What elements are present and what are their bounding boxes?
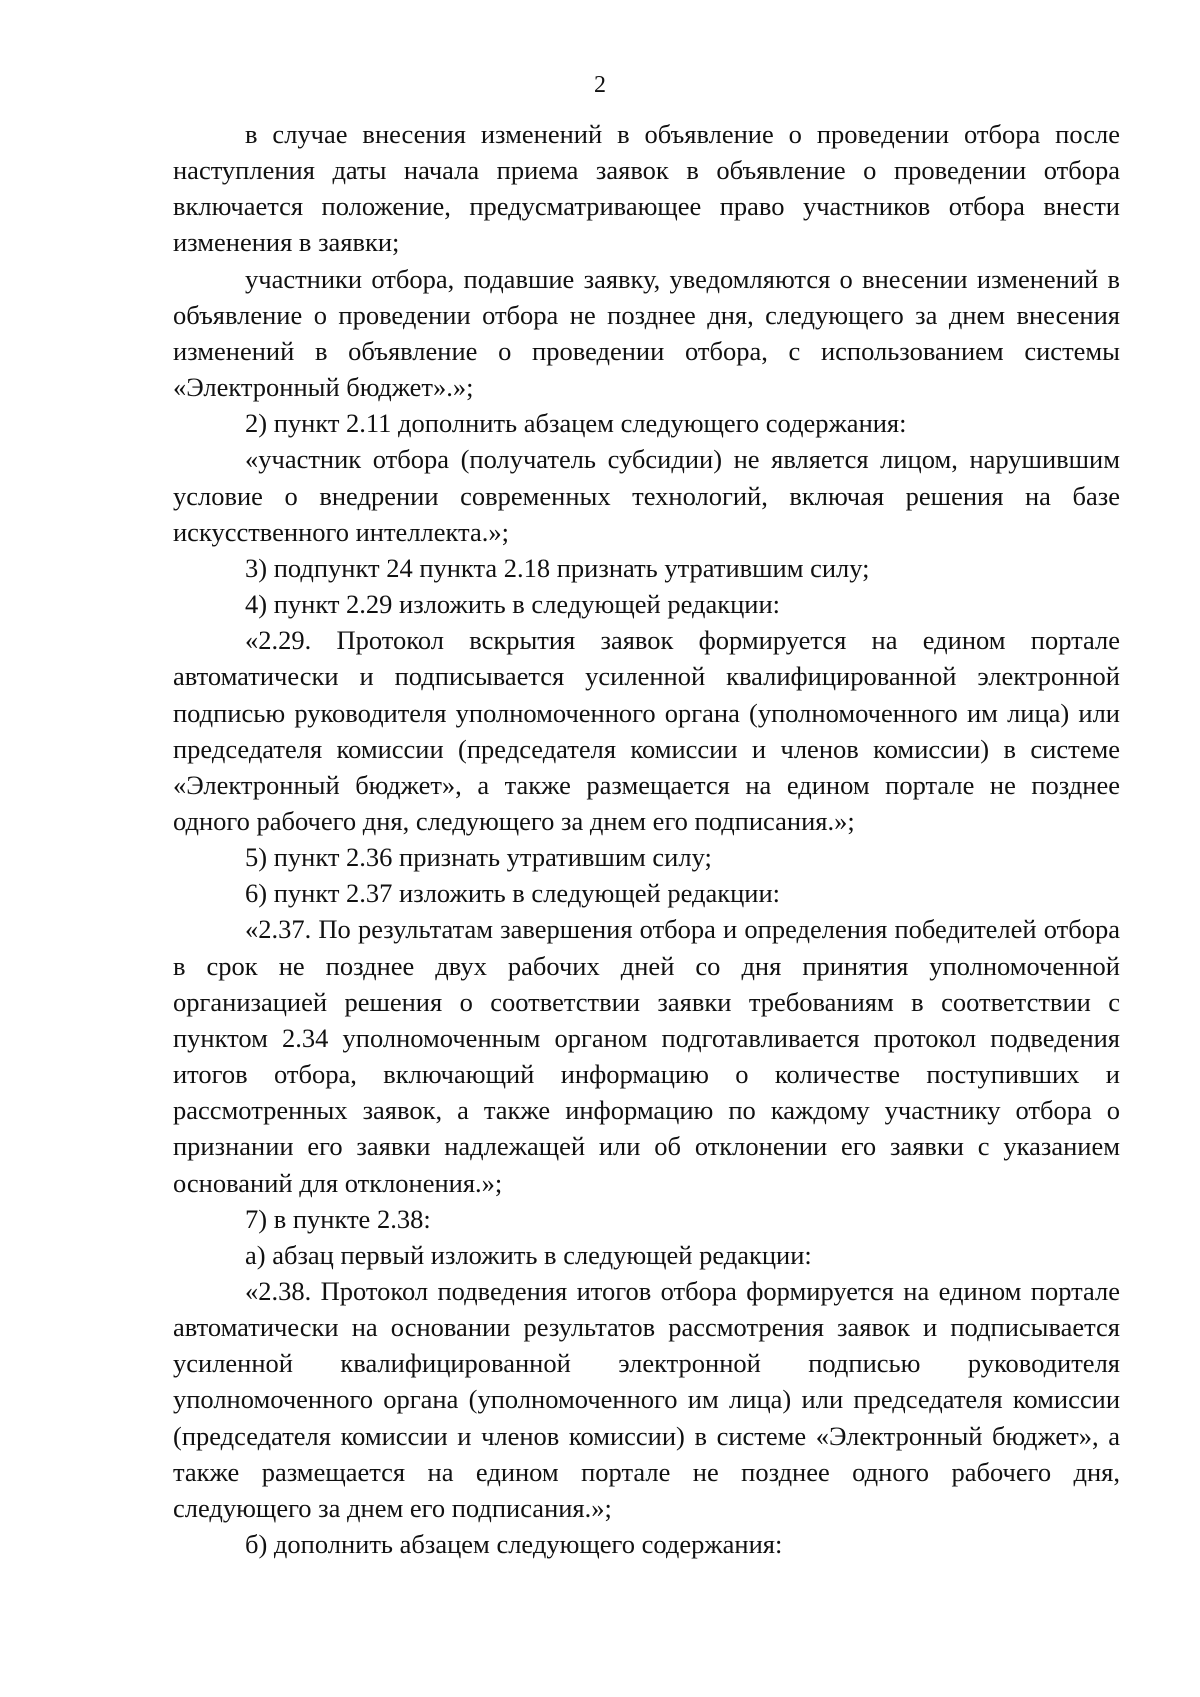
- paragraph: 5) пункт 2.36 признать утратившим силу;: [245, 842, 712, 873]
- paragraph: «участник отбора (получатель субсидии) не является лицом, нарушившим условие о внедрении современных технологий, включая решения на базе искусственного интеллекта.»;: [173, 444, 1120, 547]
- paragraph: «2.38. Протокол подведения итогов отбора формируется на едином портале автоматически на основании результатов рассмотрения заявок и подписывается усиленной квалифицированной электронной подписью руководителя уполномоченного органа (уполномоченного им лица) или председателя комиссии (председателя комиссии и членов комиссии) в системе «Электронный бюджет», а также размещается на едином портале не позднее одного рабочего дня, следующего за днем его подписания.»;: [173, 1276, 1120, 1523]
- paragraph: а) абзац первый изложить в следующей редакции:: [245, 1239, 812, 1270]
- paragraph: в случае внесения изменений в объявление о проведении отбора после наступления даты начала приема заявок в объявление о проведении отбора включается положение, предусматривающее право участников отбора внести изменения в заявки;: [173, 119, 1120, 258]
- paragraph: «2.29. Протокол вскрытия заявок формируется на едином портале автоматически и подписывается усиленной квалифицированной электронной подписью руководителя уполномоченного органа (уполномоченного им лица) или председателя комиссии (председателя комиссии и членов комиссии) в системе «Электронный бюджет», а также размещается на едином портале не позднее одного рабочего дня, следующего за днем его подписания.»;: [173, 625, 1120, 836]
- paragraph: участники отбора, подавшие заявку, уведомляются о внесении изменений в объявление о проведении отбора не позднее дня, следующего за днем внесения изменений в объявление о проведении отбора, с использованием системы «Электронный бюджет».»;: [173, 263, 1120, 403]
- paragraph: «2.37. По результатам завершения отбора и определения победителей отбора в срок не позднее двух рабочих дней со дня принятия уполномоченной организацией решения о соответствии заявки требованиям в соответствии с пунктом 2.34 уполномоченным органом подготавливается протокол подведения итогов отбора, включающий информацию о количестве поступивших и рассмотренных заявок, а также информацию по каждому участнику отбора о признании его заявки надлежащей или об отклонении его заявки с указанием оснований для отклонения.»;: [173, 914, 1120, 1198]
- paragraph: 2) пункт 2.11 дополнить абзацем следующего содержания:: [245, 408, 907, 439]
- document-body: [173, 116, 1120, 1562]
- paragraph: 6) пункт 2.37 изложить в следующей редакции:: [245, 878, 781, 909]
- paragraph: 7) в пункте 2.38:: [245, 1203, 431, 1234]
- paragraph: 4) пункт 2.29 изложить в следующей редакции:: [245, 589, 781, 620]
- page-number: 2: [594, 72, 606, 98]
- paragraph: 3) подпункт 24 пункта 2.18 признать утратившим силу;: [245, 552, 870, 583]
- paragraph: б) дополнить абзацем следующего содержания:: [245, 1529, 783, 1560]
